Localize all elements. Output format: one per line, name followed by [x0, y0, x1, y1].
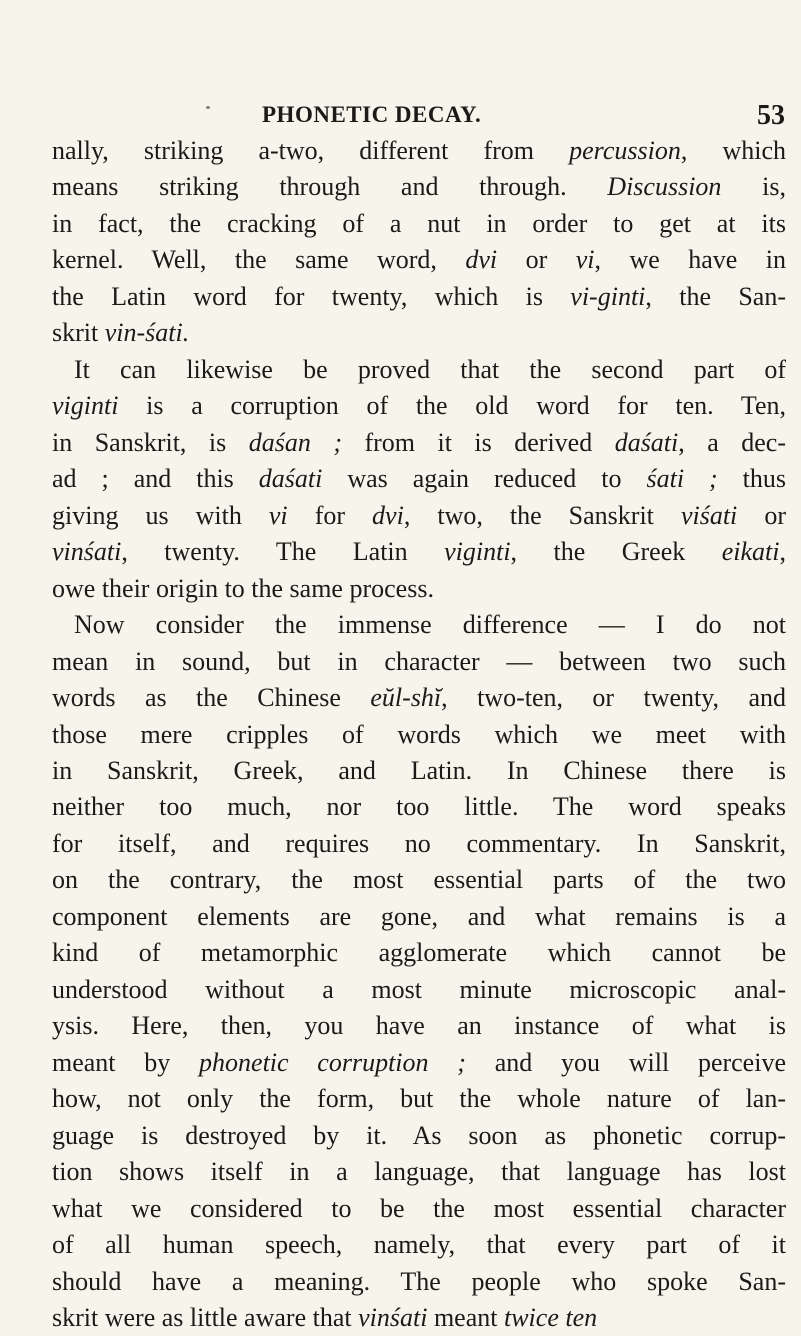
text-run: in fact, the cracking of a nut in order to get at its: [52, 208, 786, 238]
text-line: [52, 935, 786, 971]
text-line: [52, 899, 786, 935]
italic-term: dvi: [465, 245, 498, 275]
text-run: for itself, and requires no commentary. In Sanskrit,: [52, 828, 786, 858]
text-run: component elements are gone, and what remains is a: [52, 901, 786, 931]
text-run: should have a meaning. The people who spoke San-: [52, 1266, 786, 1296]
text-run: , the Greek: [510, 537, 722, 567]
text-run: and you will perceive: [465, 1047, 786, 1077]
italic-term: viśati: [680, 500, 738, 530]
text-line: [52, 862, 786, 898]
text-run: those mere cripples of words which we meet with: [52, 719, 786, 749]
text-run: ysis. Here, then, you have an instance of what is: [52, 1011, 786, 1041]
text-line: [52, 206, 786, 242]
text-line: [52, 133, 786, 169]
text-run: meant by: [52, 1047, 200, 1077]
text-run: the Latin word for twenty, which is: [52, 281, 571, 311]
text-run: in Sanskrit, is: [52, 427, 249, 457]
text-line: [52, 461, 786, 497]
italic-term: dvi: [372, 500, 404, 530]
text-line: [52, 717, 786, 753]
text-line: [52, 644, 786, 680]
italic-term: viginti: [444, 537, 511, 567]
text-line: [52, 242, 786, 278]
text-line: [52, 1118, 786, 1154]
text-line: [52, 1154, 786, 1190]
running-title: PHONETIC DECAY.: [262, 102, 482, 127]
text-run: mean in sound, but in character — between two such: [52, 646, 786, 676]
text-run: skrit were as little aware that: [52, 1303, 359, 1332]
text-run: how, not only the form, but the whole nature of lan-: [52, 1084, 786, 1114]
text-run: for: [287, 500, 373, 530]
text-line: [52, 498, 786, 534]
text-line: [52, 1008, 786, 1044]
text-line: [52, 1191, 786, 1227]
text-run: means striking through and through.: [52, 172, 608, 202]
text-line: [52, 680, 786, 716]
text-line: [52, 826, 786, 862]
italic-term: vinśati: [358, 1303, 428, 1332]
text-line: [52, 315, 786, 351]
text-run: on the contrary, the most essential parts of the two: [52, 865, 786, 895]
text-run: guage is destroyed by it. As soon as phonetic corrup-: [52, 1120, 786, 1150]
italic-term: eikati: [721, 537, 780, 567]
text-run: ad ; and this: [52, 464, 259, 494]
italic-term: twice ten: [503, 1303, 598, 1332]
italic-term: viginti: [52, 391, 119, 421]
italic-term: vinśati: [52, 537, 122, 567]
text-line: [52, 607, 786, 643]
text-line: [52, 571, 786, 607]
text-line: [52, 753, 786, 789]
text-run: skrit: [52, 318, 105, 348]
text-run: , twenty. The Latin: [121, 537, 445, 567]
text-run: in Sanskrit, Greek, and Latin. In Chinese there is: [52, 755, 786, 785]
italic-term: daśan ;: [248, 427, 342, 457]
text-line: [52, 1081, 786, 1117]
text-line: [52, 534, 786, 570]
text-run: kernel. Well, the same word,: [52, 245, 466, 275]
text-line: [52, 352, 786, 388]
text-run: kind of metamorphic agglomerate which cannot be: [52, 938, 786, 968]
text-run: , a dec-: [678, 427, 787, 457]
text-run: Now consider the immense difference — I do not: [74, 610, 786, 640]
text-run: or: [737, 500, 786, 530]
text-line: [52, 1045, 786, 1081]
text-line: [52, 1264, 786, 1300]
text-line: [52, 388, 786, 424]
italic-term: daśati: [258, 464, 323, 494]
text-line: [52, 789, 786, 825]
text-line: [52, 972, 786, 1008]
italic-term: vi-ginti: [570, 281, 646, 311]
italic-term: Discussion: [607, 172, 722, 202]
text-run: , we have in: [594, 245, 787, 275]
text-run: , which: [680, 136, 786, 165]
page-header: [0, 102, 801, 136]
text-run: giving us with: [52, 500, 269, 530]
text-line: [52, 279, 786, 315]
italic-term: vin-śati.: [104, 318, 190, 348]
text-run: ,: [779, 537, 786, 567]
italic-term: vi: [575, 245, 595, 275]
text-run: from it is derived: [342, 427, 615, 457]
text-run: owe their origin to the same process.: [52, 573, 434, 603]
text-run: of all human speech, namely, that every part of it: [52, 1230, 786, 1260]
page-number: 53: [757, 100, 785, 131]
text-run: thus: [717, 464, 787, 494]
italic-term: śati ;: [646, 464, 718, 494]
italic-term: phonetic corruption ;: [199, 1047, 466, 1077]
text-run: words as the Chinese: [52, 683, 371, 713]
italic-term: percussion: [569, 136, 681, 165]
text-run: nally, striking a-two, different from: [52, 136, 570, 165]
text-run: It can likewise be proved that the second part of: [74, 354, 786, 384]
text-line: [52, 1300, 786, 1336]
text-run: , two-ten, or twenty, and: [441, 683, 786, 713]
italic-term: vi: [268, 500, 288, 530]
text-run: was again reduced to: [322, 464, 647, 494]
text-run: understood without a most minute microscopic anal-: [52, 974, 786, 1004]
italic-term: daśati: [614, 427, 679, 457]
body-text: [52, 133, 786, 1336]
text-run: , the San-: [645, 281, 787, 311]
text-run: neither too much, nor too little. The word speaks: [52, 792, 786, 822]
text-line: [52, 425, 786, 461]
text-line: [52, 169, 786, 205]
text-run: is,: [721, 172, 786, 202]
text-line: [52, 1227, 786, 1263]
text-run: meant: [427, 1303, 504, 1332]
text-run: or: [497, 245, 576, 275]
italic-term: eŭl-shĭ: [370, 683, 442, 713]
text-run: tion shows itself in a language, that language has lost: [52, 1157, 786, 1187]
text-run: , two, the Sanskrit: [403, 500, 681, 530]
text-run: what we considered to be the most essential character: [52, 1193, 786, 1223]
text-run: is a corruption of the old word for ten. Ten,: [118, 391, 786, 421]
